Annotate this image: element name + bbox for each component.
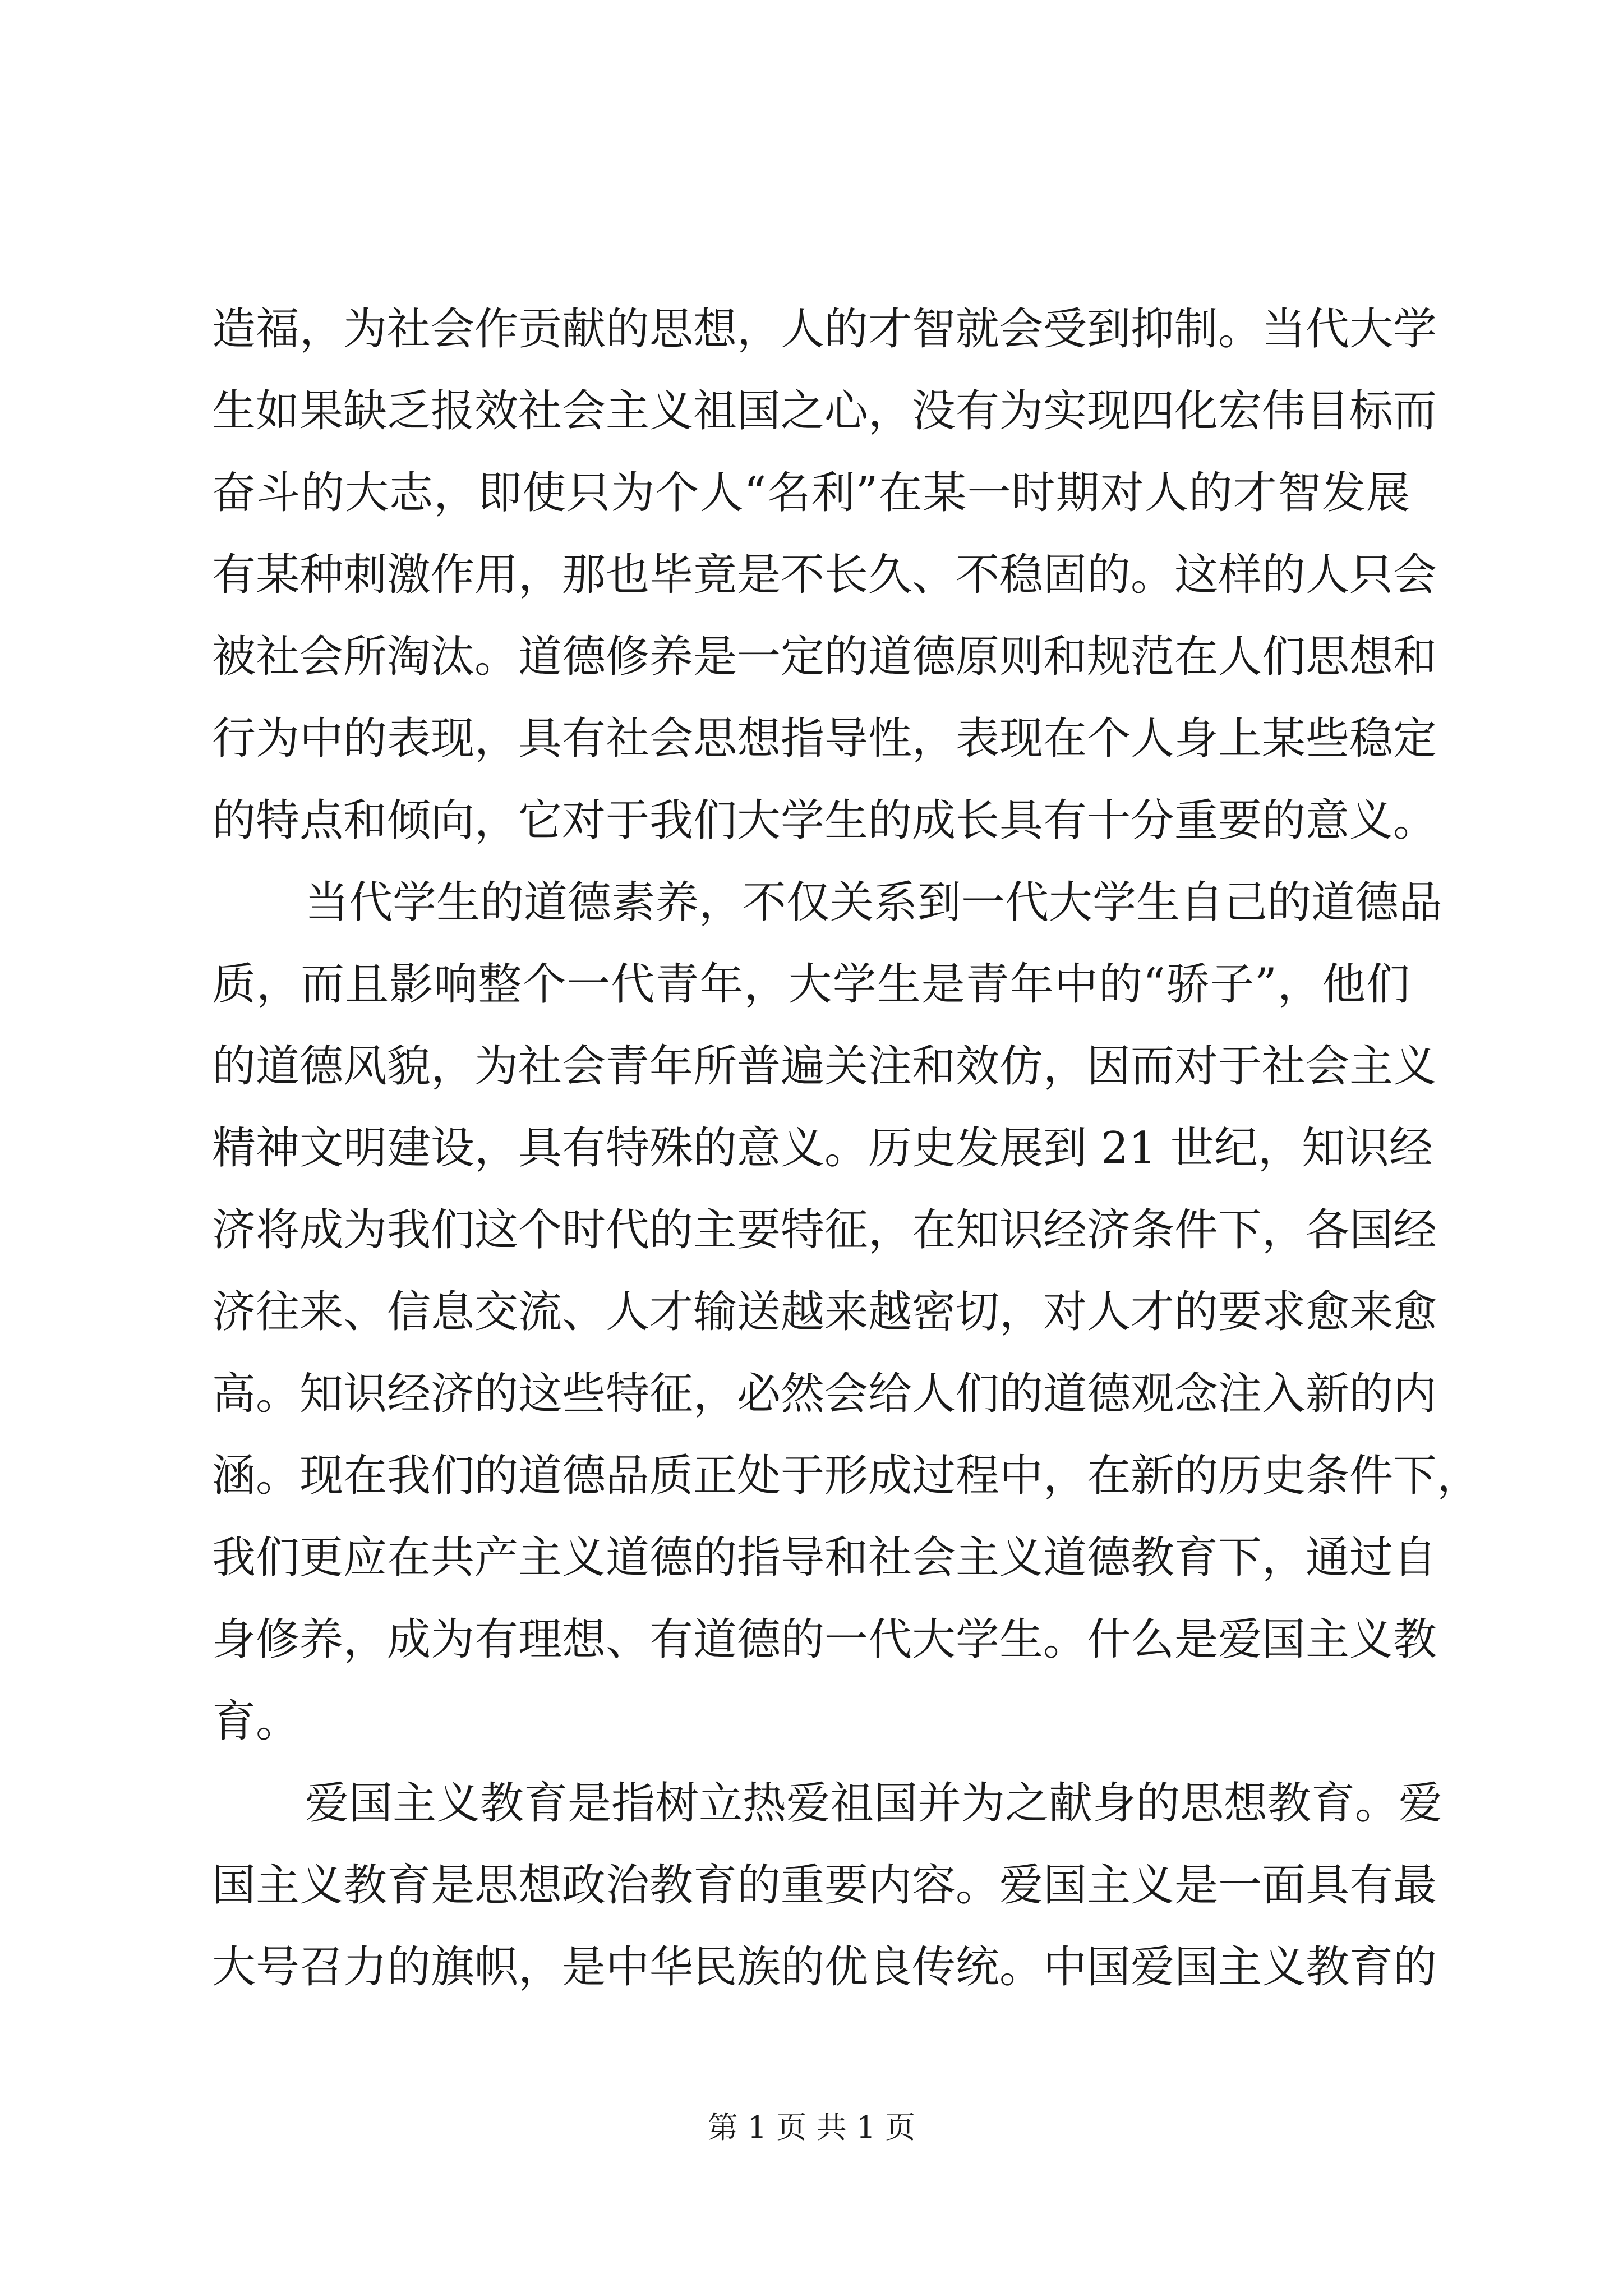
paragraph-line: 质，而且影响整个一代青年，大学生是青年中的“骄子”，他们 (212, 959, 1410, 1010)
paragraph-line: 济往来、信息交流、人才输送越来越密切，对人才的要求愈来愈 (212, 1287, 1437, 1337)
paragraph-line: 行为中的表现，具有社会思想指导性，表现在个人身上某些稳定 (212, 714, 1437, 764)
paragraph-line: 涵。现在我们的道德品质正处于形成过程中，在新的历史条件下， (212, 1451, 1481, 1501)
paragraph-line: 我们更应在共产主义道德的指导和社会主义道德教育下，通过自 (212, 1533, 1437, 1583)
paragraph-line: 爱国主义教育是指树立热爱祖国并为之献身的思想教育。爱 (305, 1778, 1443, 1829)
paragraph-line: 育。 (212, 1696, 300, 1747)
paragraph-line: 高。知识经济的这些特征，必然会给人们的道德观念注入新的内 (212, 1369, 1437, 1419)
document-page (212, 0, 1481, 2296)
paragraph-line: 造福，为社会作贡献的思想，人的才智就会受到抑制。当代大学 (212, 304, 1437, 355)
paragraph-line: 身修养，成为有理想、有道德的一代大学生。什么是爱国主义教 (212, 1614, 1437, 1665)
paragraph-line: 精神文明建设，具有特殊的意义。历史发展到 21 世纪，知识经 (212, 1123, 1433, 1174)
paragraph-line: 被社会所淘汰。道德修养是一定的道德原则和规范在人们思想和 (212, 632, 1437, 682)
paragraph-line: 大号召力的旗帜，是中华民族的优良传统。中国爱国主义教育的 (212, 1942, 1437, 1993)
paragraph-line: 奋斗的大志，即使只为个人“名利”在某一时期对人的才智发展 (212, 468, 1410, 518)
page-footer: 第 1 页 共 1 页 (707, 2110, 916, 2145)
paragraph-line: 当代学生的道德素养，不仅关系到一代大学生自己的道德品 (305, 877, 1443, 928)
paragraph-line: 国主义教育是思想政治教育的重要内容。爱国主义是一面具有最 (212, 1860, 1437, 1911)
paragraph-line: 的道德风貌，为社会青年所普遍关注和效仿，因而对于社会主义 (212, 1041, 1437, 1092)
paragraph-line: 生如果缺乏报效社会主义祖国之心，没有为实现四化宏伟目标而 (212, 386, 1437, 436)
paragraph-line: 济将成为我们这个时代的主要特征，在知识经济条件下，各国经 (212, 1205, 1437, 1255)
paragraph-line: 有某种刺激作用，那也毕竟是不长久、不稳固的。这样的人只会 (212, 550, 1437, 600)
paragraph-line: 的特点和倾向，它对于我们大学生的成长具有十分重要的意义。 (212, 795, 1437, 846)
